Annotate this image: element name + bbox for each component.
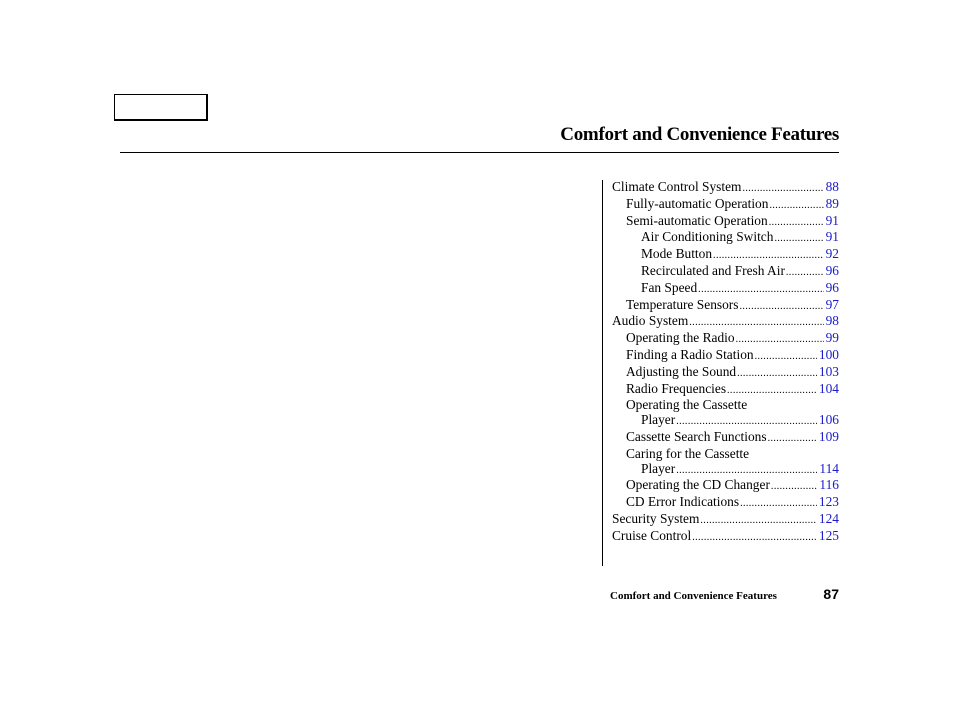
footer-section-title: Comfort and Convenience Features	[610, 590, 777, 602]
title-divider	[120, 152, 839, 153]
main-menu-button[interactable]	[114, 94, 208, 121]
toc-page-link[interactable]: 124	[818, 510, 839, 526]
toc-entry-label: Security System	[612, 510, 700, 526]
table-of-contents	[612, 180, 839, 546]
dot-leader	[700, 514, 817, 529]
dot-leader	[676, 415, 817, 430]
toc-divider	[602, 180, 603, 566]
toc-entry-label: Adjusting the Sound	[626, 363, 737, 379]
toc-page-link[interactable]: 96	[825, 262, 839, 278]
toc-entry[interactable]	[612, 447, 839, 462]
toc-page-link[interactable]: 92	[825, 246, 839, 262]
toc-entry[interactable]	[612, 197, 839, 214]
dot-leader	[713, 249, 824, 264]
toc-page-link[interactable]: 125	[818, 527, 839, 543]
dot-leader	[742, 182, 823, 197]
toc-entry[interactable]	[612, 264, 839, 281]
toc-entry-label: Fully-automatic Operation	[626, 195, 769, 211]
toc-entry[interactable]	[612, 298, 839, 315]
toc-entry-label: Player	[641, 412, 676, 428]
dot-leader	[755, 350, 817, 365]
dot-leader	[692, 531, 817, 546]
toc-page-link[interactable]: 98	[825, 313, 839, 329]
toc-entry-label: Recirculated and Fresh Air	[641, 262, 785, 278]
toc-entry[interactable]	[612, 281, 839, 298]
toc-entry[interactable]	[612, 331, 839, 348]
toc-page-link[interactable]: 106	[818, 412, 839, 428]
toc-page-link[interactable]: 123	[818, 494, 839, 510]
toc-page-link[interactable]: 114	[819, 460, 839, 476]
toc-entry-label: Radio Frequencies	[626, 380, 727, 396]
dot-leader	[774, 232, 823, 247]
toc-page-link[interactable]: 91	[825, 212, 839, 228]
dot-leader	[676, 464, 817, 479]
toc-page-link[interactable]: 100	[818, 346, 839, 362]
toc-entry-label: Mode Button	[641, 246, 713, 262]
toc-entry[interactable]	[612, 314, 839, 331]
toc-entry[interactable]	[612, 365, 839, 382]
toc-entry[interactable]	[612, 478, 839, 495]
dot-leader	[769, 199, 823, 214]
toc-entry-label: Player	[641, 460, 676, 476]
dot-leader	[727, 384, 817, 399]
toc-entry-label: Operating the CD Changer	[626, 477, 770, 493]
toc-entry-label: Finding a Radio Station	[626, 346, 754, 362]
dot-leader	[739, 300, 823, 315]
page-number: 87	[823, 586, 839, 602]
toc-entry[interactable]	[612, 230, 839, 247]
dot-leader	[771, 480, 817, 495]
toc-page-link[interactable]: 103	[818, 363, 839, 379]
toc-entry[interactable]	[612, 214, 839, 231]
toc-entry-label: Operating the Radio	[626, 330, 735, 346]
toc-entry[interactable]	[612, 512, 839, 529]
dot-leader	[698, 283, 823, 298]
toc-page-link[interactable]: 97	[825, 296, 839, 312]
dot-leader	[786, 266, 824, 281]
toc-entry-label: CD Error Indications	[626, 494, 740, 510]
toc-page-link[interactable]: 116	[819, 477, 839, 493]
toc-entry[interactable]	[612, 462, 839, 479]
toc-page-link[interactable]: 109	[818, 428, 839, 444]
dot-leader	[768, 432, 817, 447]
toc-page-link[interactable]: 99	[825, 330, 839, 346]
toc-entry[interactable]	[612, 382, 839, 399]
dot-leader	[740, 497, 817, 512]
dot-leader	[736, 333, 824, 348]
toc-entry[interactable]	[612, 398, 839, 413]
toc-entry[interactable]	[612, 180, 839, 197]
toc-entry[interactable]	[612, 247, 839, 264]
toc-entry-label: Cassette Search Functions	[626, 428, 767, 444]
toc-page-link[interactable]: 89	[825, 195, 839, 211]
toc-entry-label: Temperature Sensors	[626, 296, 739, 312]
toc-entry-label: Semi-automatic Operation	[626, 212, 768, 228]
dot-leader	[689, 316, 823, 331]
toc-entry-label: Air Conditioning Switch	[641, 229, 774, 245]
toc-page-link[interactable]: 88	[825, 179, 839, 194]
toc-entry[interactable]	[612, 529, 839, 546]
toc-page-link[interactable]: 96	[825, 279, 839, 295]
toc-entry-label: Caring for the Cassette	[626, 445, 750, 461]
toc-entry[interactable]	[612, 348, 839, 365]
toc-entry[interactable]	[612, 495, 839, 512]
dot-leader	[769, 216, 824, 231]
toc-entry-label: Cruise Control	[612, 527, 692, 543]
toc-entry[interactable]	[612, 413, 839, 430]
toc-entry[interactable]	[612, 430, 839, 447]
toc-entry-label: Audio System	[612, 313, 689, 329]
toc-entry-label: Fan Speed	[641, 279, 698, 295]
toc-page-link[interactable]: 91	[825, 229, 839, 245]
toc-entry-label: Climate Control System	[612, 179, 742, 194]
toc-page-link[interactable]: 104	[818, 380, 839, 396]
dot-leader	[737, 367, 817, 382]
toc-entry-label: Operating the Cassette	[626, 397, 748, 413]
page-title: Comfort and Convenience Features	[560, 124, 839, 145]
